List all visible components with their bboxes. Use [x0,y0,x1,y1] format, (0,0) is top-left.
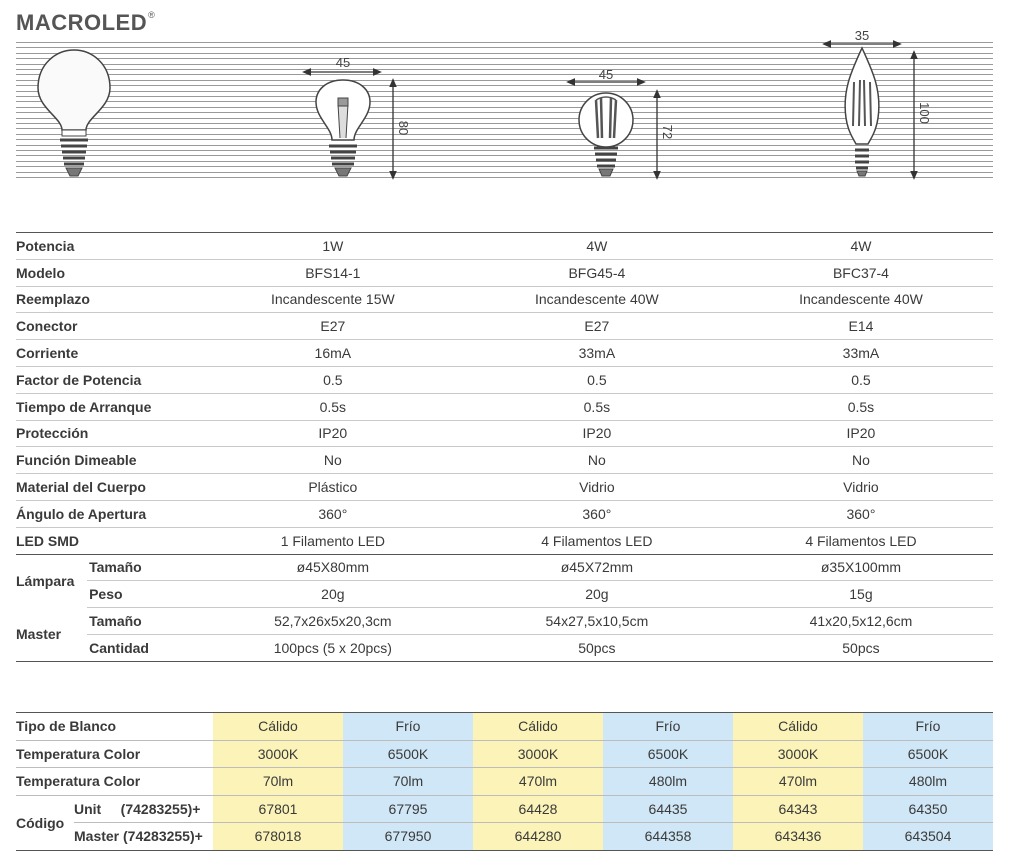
table-row [16,474,993,501]
table-cell: 67801 [213,795,343,823]
table-cell: 20g [465,581,729,608]
table-cell: 64343 [733,795,863,823]
spec-label: Tiempo de Arranque [16,393,201,420]
table-cell: 6500K [343,740,473,768]
table-cell: ø45X80mm [201,554,465,581]
table-cell: 0.5 [729,366,993,393]
table-row [16,313,993,340]
table-cell: 3000K [473,740,603,768]
table-row [16,420,993,447]
table-cell: Cálido [213,713,343,741]
table-cell: 50pcs [729,634,993,661]
registered-mark: ® [148,10,156,20]
dim-width-1: 45 [335,55,351,70]
master-label: Master [16,608,87,662]
table-cell: 54x27,5x10,5cm [465,608,729,635]
table-row [16,286,993,313]
table-cell: E27 [201,313,465,340]
table-cell: 4 Filamentos LED [729,527,993,554]
bfs14-bulb-drawing [306,72,393,176]
table-cell: ø35X100mm [729,554,993,581]
table-cell: 6500K [863,740,993,768]
bulb-drawings [0,0,1015,200]
table-cell: 4 Filamentos LED [465,527,729,554]
table-row [16,233,993,260]
table-row [16,340,993,367]
table-cell: 15g [729,581,993,608]
dim-height-3: 100 [917,102,932,124]
spec-group-rows [16,554,993,661]
table-cell: 643504 [863,823,993,851]
table-cell: 678018 [213,823,343,851]
table-cell: 6500K [603,740,733,768]
table-row [16,823,993,851]
table-cell: 20g [201,581,465,608]
table-row [16,366,993,393]
table-cell: IP20 [201,420,465,447]
table-cell: 52,7x26x5x20,3cm [201,608,465,635]
table-cell: IP20 [465,420,729,447]
table-cell: 0.5s [201,393,465,420]
lampara-weight-label: Peso [87,581,201,608]
table-cell: 4W [465,233,729,260]
table-cell: Cálido [473,713,603,741]
table-row [16,259,993,286]
spec-label: Corriente [16,340,201,367]
table-cell: 360° [201,500,465,527]
lampara-label: Lámpara [16,554,87,608]
table-cell: 0.5s [465,393,729,420]
table-cell: 41x20,5x12,6cm [729,608,993,635]
bfc37-bulb-drawing [826,44,914,176]
flux-label: Temperatura Color [16,768,213,796]
table-cell: 100pcs (5 x 20pcs) [201,634,465,661]
table-cell: 644280 [473,823,603,851]
spec-label: Reemplazo [16,286,201,313]
dim-height-1: 80 [396,120,411,136]
brand-name: MACROLED [16,10,148,35]
table-cell: 3000K [733,740,863,768]
table-cell: 480lm [603,768,733,796]
table-cell: BFC37-4 [729,259,993,286]
table-row [16,393,993,420]
codigo-label: Código [16,795,74,850]
table-row [16,740,993,768]
table-cell: Vidrio [465,474,729,501]
table-cell: E27 [465,313,729,340]
table-cell: 0.5s [729,393,993,420]
a60-bulb-drawing [38,50,110,176]
spec-label: Protección [16,420,201,447]
table-cell: Cálido [733,713,863,741]
spec-label: Ángulo de Apertura [16,500,201,527]
table-cell: BFG45-4 [465,259,729,286]
table-row [16,527,993,554]
table-cell: 0.5 [465,366,729,393]
table-cell: 480lm [863,768,993,796]
spec-label: Conector [16,313,201,340]
table-cell: No [465,447,729,474]
table-cell: Vidrio [729,474,993,501]
dim-width-3: 35 [854,28,870,43]
table-cell: 33mA [729,340,993,367]
table-cell: 50pcs [465,634,729,661]
table-cell: 0.5 [201,366,465,393]
table-cell: 70lm [343,768,473,796]
table-cell: E14 [729,313,993,340]
table-cell: 643436 [733,823,863,851]
table-row [16,554,993,581]
table-cell: 470lm [733,768,863,796]
white-type-label: Tipo de Blanco [16,713,213,741]
table-cell: 33mA [465,340,729,367]
unit-code-label [74,795,213,823]
table-row [16,795,993,823]
table-cell: 67795 [343,795,473,823]
master-code-label: Master (74283255)+ [74,823,213,851]
table-cell: IP20 [729,420,993,447]
spec-label: LED SMD [16,527,201,554]
table-cell: 644358 [603,823,733,851]
spec-table [16,232,993,662]
unit-label: Unit [74,800,102,817]
table-cell: Incandescente 40W [729,286,993,313]
table-cell: 64350 [863,795,993,823]
table-row [16,608,993,635]
table-cell: Frío [343,713,473,741]
unit-prefix: (74283255)+ [120,800,201,817]
table-cell: 70lm [213,768,343,796]
table-cell: 1W [201,233,465,260]
temp-label: Temperatura Color [16,740,213,768]
dim-height-2: 72 [660,124,675,140]
master-qty-label: Cantidad [87,634,201,661]
spec-label: Función Dimeable [16,447,201,474]
table-row [16,768,993,796]
table-cell: Frío [863,713,993,741]
table-cell: 360° [465,500,729,527]
table-cell: 677950 [343,823,473,851]
spec-label: Potencia [16,233,201,260]
table-row [16,581,993,608]
table-cell: 64435 [603,795,733,823]
spec-label: Factor de Potencia [16,366,201,393]
table-cell: No [201,447,465,474]
dim-width-2: 45 [598,67,614,82]
table-row [16,447,993,474]
table-cell: Incandescente 15W [201,286,465,313]
spec-label: Material del Cuerpo [16,474,201,501]
table-cell: 4W [729,233,993,260]
color-code-table [16,712,993,851]
table-cell: 1 Filamento LED [201,527,465,554]
table-cell: Incandescente 40W [465,286,729,313]
table-cell: 3000K [213,740,343,768]
table-row [16,634,993,661]
table-cell: 360° [729,500,993,527]
table-row [16,713,993,741]
table-cell: Plástico [201,474,465,501]
master-size-label: Tamaño [87,608,201,635]
spec-table-body [16,233,993,555]
spec-label: Modelo [16,259,201,286]
table-cell: ø45X72mm [465,554,729,581]
table-cell: 64428 [473,795,603,823]
table-row [16,500,993,527]
table-cell: 16mA [201,340,465,367]
table-cell: BFS14-1 [201,259,465,286]
table-cell: Frío [603,713,733,741]
lampara-size-label: Tamaño [87,554,201,581]
table-cell: No [729,447,993,474]
bfg45-bulb-drawing [570,82,657,176]
table-cell: 470lm [473,768,603,796]
